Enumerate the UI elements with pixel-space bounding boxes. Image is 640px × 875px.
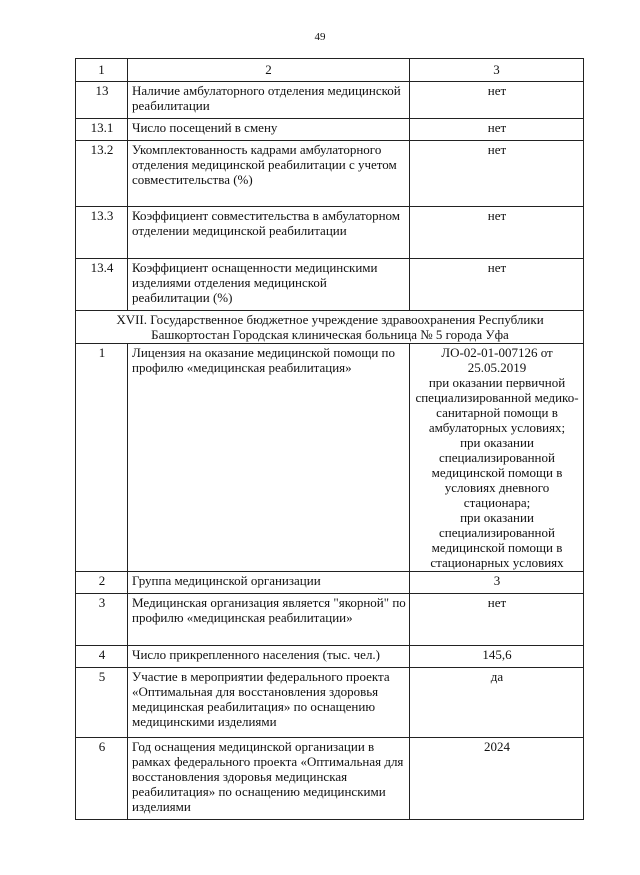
row-number: 13.1 <box>76 119 128 141</box>
row-value: 2024 <box>410 738 584 820</box>
row-number: 3 <box>76 594 128 646</box>
page-number: 49 <box>314 31 326 43</box>
row-description: Год оснащения медицинской организации в рамках федерального проекта «Оптимальная для восстановления здоровья медицинская реабилитация» по оснащению медицинскими изделиями <box>128 738 410 820</box>
table-row <box>76 259 584 311</box>
row-number: 6 <box>76 738 128 820</box>
row-description: Наличие амбулаторного отделения медицинской реабилитации <box>128 82 410 119</box>
row-value: 145,6 <box>410 646 584 668</box>
row-number: 1 <box>76 344 128 572</box>
row-number: 13.3 <box>76 207 128 259</box>
row-number: 2 <box>76 572 128 594</box>
data-table <box>75 58 584 820</box>
row-value: нет <box>410 594 584 646</box>
row-number: 4 <box>76 646 128 668</box>
header-cell: 2 <box>128 59 410 82</box>
table-row <box>76 141 584 207</box>
section-title: XVII. Государственное бюджетное учреждение здравоохранения Республики Башкортостан Городская клиническая больница № 5 города Уфа <box>76 311 584 344</box>
table-row <box>76 646 584 668</box>
row-description: Число прикрепленного населения (тыс. чел.) <box>128 646 410 668</box>
table-row <box>76 668 584 738</box>
table-row <box>76 572 584 594</box>
row-number: 13.2 <box>76 141 128 207</box>
row-value: нет <box>410 259 584 311</box>
section-row <box>76 311 584 344</box>
table-row <box>76 738 584 820</box>
header-cell: 1 <box>76 59 128 82</box>
row-value: нет <box>410 119 584 141</box>
row-description: Число посещений в смену <box>128 119 410 141</box>
row-description: Коэффициент оснащенности медицинскими изделиями отделения медицинской реабилитации (%) <box>128 259 410 311</box>
row-value: нет <box>410 141 584 207</box>
row-description: Медицинская организация является "якорной" по профилю «медицинская реабилитации» <box>128 594 410 646</box>
table-row <box>76 119 584 141</box>
row-value: 3 <box>410 572 584 594</box>
row-description: Группа медицинской организации <box>128 572 410 594</box>
row-description: Лицензия на оказание медицинской помощи по профилю «медицинская реабилитация» <box>128 344 410 572</box>
table-row <box>76 82 584 119</box>
row-number: 5 <box>76 668 128 738</box>
row-value: да <box>410 668 584 738</box>
row-value: нет <box>410 82 584 119</box>
row-number: 13.4 <box>76 259 128 311</box>
row-description: Коэффициент совместительства в амбулаторном отделении медицинской реабилитации <box>128 207 410 259</box>
header-cell: 3 <box>410 59 584 82</box>
row-value: нет <box>410 207 584 259</box>
table-row <box>76 594 584 646</box>
table-row <box>76 344 584 572</box>
row-value: ЛО-02-01-007126 от 25.05.2019 при оказании первичной специализированной медико-санитарной помощи в амбулаторных условиях; при оказании специализированной медицинской помощи в условиях дневного стационара; при оказании специализированной медицинской помощи в стационарных условиях <box>410 344 584 572</box>
row-description: Участие в мероприятии федерального проекта «Оптимальная для восстановления здоровья медицинская реабилитация» по оснащению медицинскими изделиями <box>128 668 410 738</box>
table-row <box>76 207 584 259</box>
row-description: Укомплектованность кадрами амбулаторного отделения медицинской реабилитации с учетом совместительства (%) <box>128 141 410 207</box>
table-header-row <box>76 59 584 82</box>
row-number: 13 <box>76 82 128 119</box>
